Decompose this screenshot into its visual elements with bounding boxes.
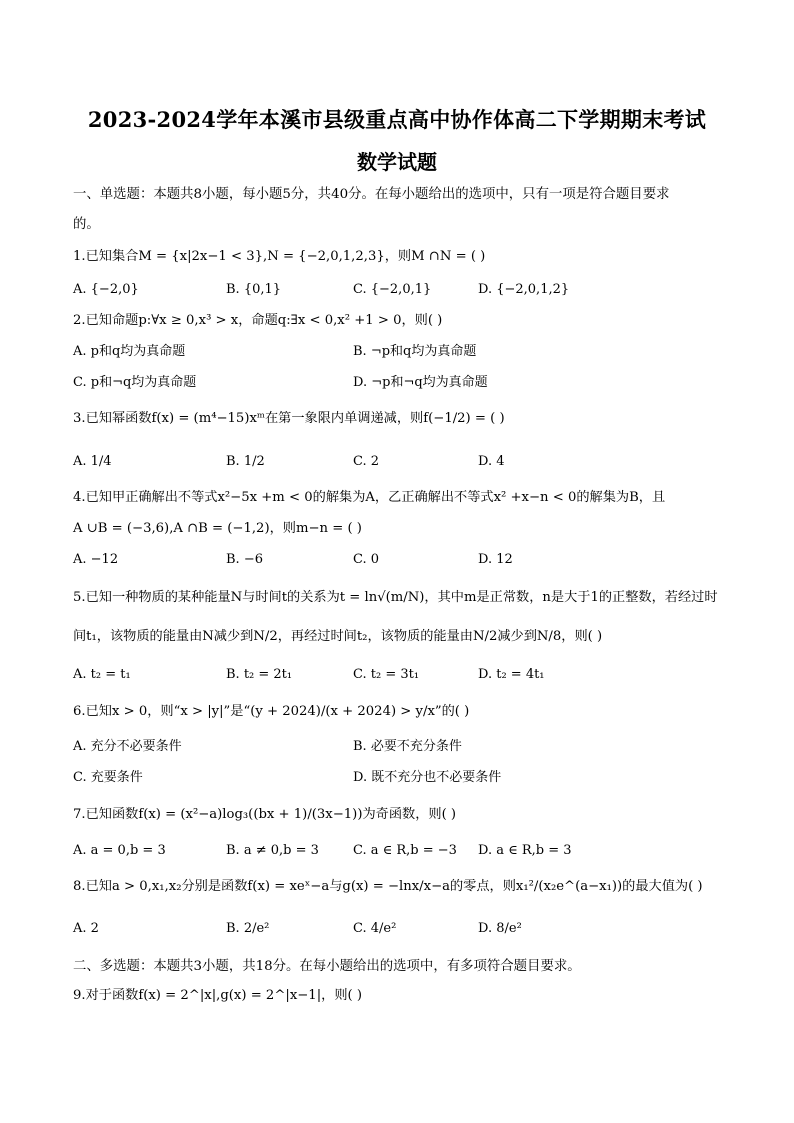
q3-option-a: A. 1/4 [73, 454, 112, 469]
q2-option-d: D. ¬p和¬q均为真命题 [353, 375, 488, 390]
section2-heading: 二、多选题：本题共3小题，共18分。在每小题给出的选项中，有多项符合题目要求。 [73, 959, 581, 974]
q5-option-c: C. t₂ = 3t₁ [353, 667, 420, 682]
question-3: 3.已知幂函数f(x) = (m⁴−15)xᵐ在第一象限内单调递减，则f(−1/2) = ( ) [73, 411, 505, 426]
q3-option-c: C. 2 [353, 454, 380, 469]
question-4-cont: A ∪B = (−3,6),A ∩B = (−1,2)，则m−n = ( ) [73, 521, 362, 536]
q1-option-c: C. {−2,0,1} [353, 282, 432, 297]
q6-option-c: C. 充要条件 [73, 770, 143, 785]
q5-option-b: B. t₂ = 2t₁ [226, 667, 293, 682]
q7-option-c: C. a ∈ R,b = −3 [353, 843, 457, 858]
q6-option-d: D. 既不充分也不必要条件 [353, 770, 502, 785]
q3-option-d: D. 4 [478, 454, 505, 469]
q5-option-d: D. t₂ = 4t₁ [478, 667, 545, 682]
q4-option-c: C. 0 [353, 552, 380, 567]
q1-option-a: A. {−2,0} [73, 282, 139, 297]
q8-option-b: B. 2/e² [226, 921, 270, 936]
q4-option-b: B. −6 [226, 552, 263, 567]
exam-subtitle: 数学试题 [357, 150, 437, 174]
section1-heading: 一、单选题：本题共8小题，每小题5分，共40分。在每小题给出的选项中，只有一项是符合题目要求 [73, 187, 670, 202]
q8-option-d: D. 8/e² [478, 921, 522, 936]
question-9: 9.对于函数f(x) = 2^|x|,g(x) = 2^|x−1|，则( ) [73, 988, 362, 1003]
q5-option-a: A. t₂ = t₁ [73, 667, 131, 682]
exam-title: 2023-2024学年本溪市县级重点高中协作体高二下学期期末考试 [87, 107, 707, 132]
question-7: 7.已知函数f(x) = (x²−a)log₃((bx + 1)/(3x−1))为奇函数，则( ) [73, 807, 457, 822]
question-5: 5.已知一种物质的某种能量N与时间t的关系为t = ln√(m/N)，其中m是正常数，n是大于1的正整数，若经过时 [73, 590, 718, 605]
question-6: 6.已知x > 0，则“x > |y|”是“(y + 2024)/(x + 2024) > y/x”的( ) [73, 704, 470, 719]
q2-option-a: A. p和q均为真命题 [73, 344, 186, 359]
q3-option-b: B. 1/2 [226, 454, 265, 469]
q7-option-d: D. a ∈ R,b = 3 [478, 843, 572, 858]
q8-option-c: C. 4/e² [353, 921, 397, 936]
q6-option-a: A. 充分不必要条件 [73, 739, 182, 754]
question-8: 8.已知a > 0,x₁,x₂分别是函数f(x) = xeˣ−a与g(x) = −lnx/x−a的零点，则x₁²/(x₂e^(a−x₁))的最大值为( ) [73, 879, 703, 894]
q1-option-b: B. {0,1} [226, 282, 282, 297]
q1-option-d: D. {−2,0,1,2} [478, 282, 570, 297]
q8-option-a: A. 2 [73, 921, 99, 936]
question-2: 2.已知命题p:∀x ≥ 0,x³ > x，命题q:∃x < 0,x² +1 > 0，则( ) [73, 313, 443, 328]
q6-option-b: B. 必要不充分条件 [353, 739, 462, 754]
q4-option-d: D. 12 [478, 552, 513, 567]
question-5-cont: 间t₁，该物质的能量由N减少到N/2，再经过时间t₂，该物质的能量由N/2减少到N/8，则( ) [73, 629, 603, 644]
q7-option-a: A. a = 0,b = 3 [73, 843, 166, 858]
q7-option-b: B. a ≠ 0,b = 3 [226, 843, 319, 858]
q2-option-b: B. ¬p和q均为真命题 [353, 344, 477, 359]
question-1: 1.已知集合M = {x|2x−1 < 3},N = {−2,0,1,2,3}，则M ∩N = ( ) [73, 249, 486, 264]
q2-option-c: C. p和¬q均为真命题 [73, 375, 197, 390]
q4-option-a: A. −12 [73, 552, 119, 567]
section1-heading-cont: 的。 [73, 217, 100, 232]
question-4: 4.已知甲正确解出不等式x²−5x +m < 0的解集为A，乙正确解出不等式x² +x−n < 0的解集为B，且 [73, 490, 666, 505]
